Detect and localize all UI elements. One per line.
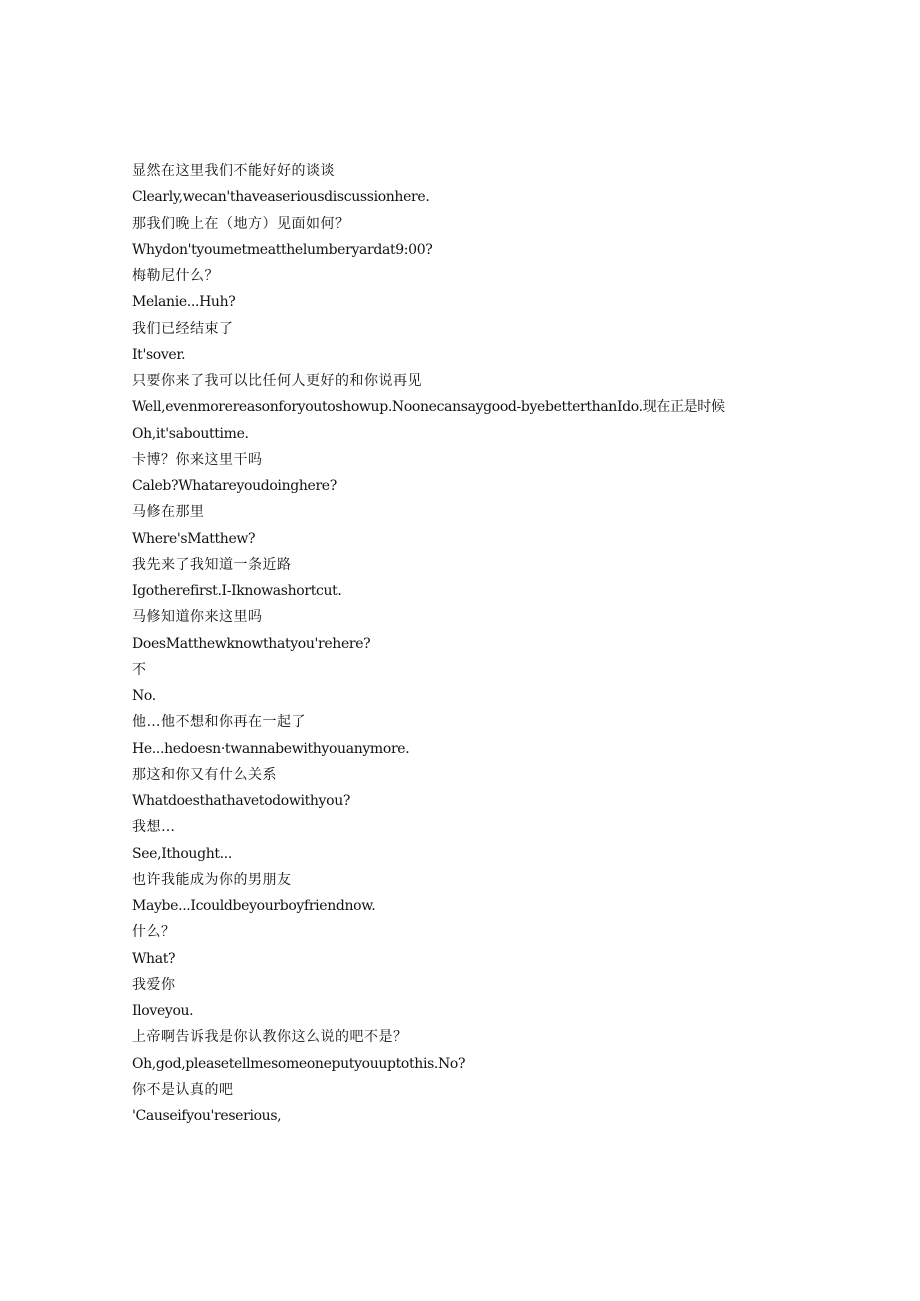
line-zh: 马修知道你来这里吗: [132, 609, 263, 626]
line-zh: 我爱你: [132, 976, 176, 993]
line-en: Melanie...Huh?: [132, 294, 236, 311]
line-zh: 也许我能成为你的男朋友: [132, 871, 292, 888]
line-zh: 我想…: [132, 819, 176, 836]
line-en: It'sover.: [132, 346, 186, 363]
dialogue-transcript: [132, 158, 852, 1129]
line-zh: 我们已经结束了: [132, 320, 234, 337]
line-zh: 梅勒尼什么？: [132, 268, 219, 284]
line-en: Caleb?Whatareyoudoinghere?: [132, 478, 337, 494]
line-zh: 那我们晚上在（地方）见面如何？: [132, 215, 350, 232]
line-zh: 你不是认真的吧: [132, 1081, 234, 1098]
line-en: Where'sMatthew?: [132, 530, 256, 547]
line-zh: 那这和你又有什么关系: [132, 766, 277, 783]
line-en: 'Causeifyou'reserious,: [132, 1108, 282, 1124]
line-en: Whatdoesthathavetodowithyou?: [132, 793, 351, 809]
line-zh: 我先来了我知道一条近路: [132, 556, 292, 573]
line-en: Maybe...Icouldbeyourboyfriendnow.: [132, 898, 376, 914]
line-en: What?: [132, 950, 176, 967]
line-en: Oh,it'sabouttime.: [132, 425, 249, 442]
line-en: See,Ithought...: [132, 845, 232, 862]
line-en: Igotherefirst.I-Iknowashortcut.: [132, 583, 342, 599]
line-en: He...hedoesn·twannabewithyouanymore.: [132, 740, 410, 757]
line-zh: 只要你来了我可以比任何人更好的和你说再见: [132, 373, 422, 389]
line-en: DoesMatthewknowthatyou'rehere?: [132, 635, 371, 652]
line-zh: 不: [132, 661, 147, 678]
line-en: Whydon'tyoumetmeatthelumberyardat9:00?: [132, 241, 433, 258]
line-zh: 什么？: [132, 924, 176, 941]
line-zh: 他…他不想和你再在一起了: [132, 714, 306, 731]
line-en: Well,evenmorereasonforyoutoshowup.Noonecansaygood-byebetterthanIdo.现在正是时候: [132, 399, 725, 416]
line-en: No.: [132, 688, 156, 704]
line-zh: 显然在这里我们不能好好的谈谈: [132, 163, 335, 179]
line-zh: 卡博？你来这里干吗: [132, 451, 263, 468]
line-en: Oh,god,pleasetellmesomeoneputyouuptothis.No?: [132, 1055, 466, 1072]
line-en: Iloveyou.: [132, 1003, 194, 1019]
line-en: Clearly,wecan'thaveaseriousdiscussionhere.: [132, 189, 430, 206]
line-zh: 马修在那里: [132, 504, 205, 521]
line-zh: 上帝啊告诉我是你认教你这么说的吧不是？: [132, 1029, 408, 1046]
